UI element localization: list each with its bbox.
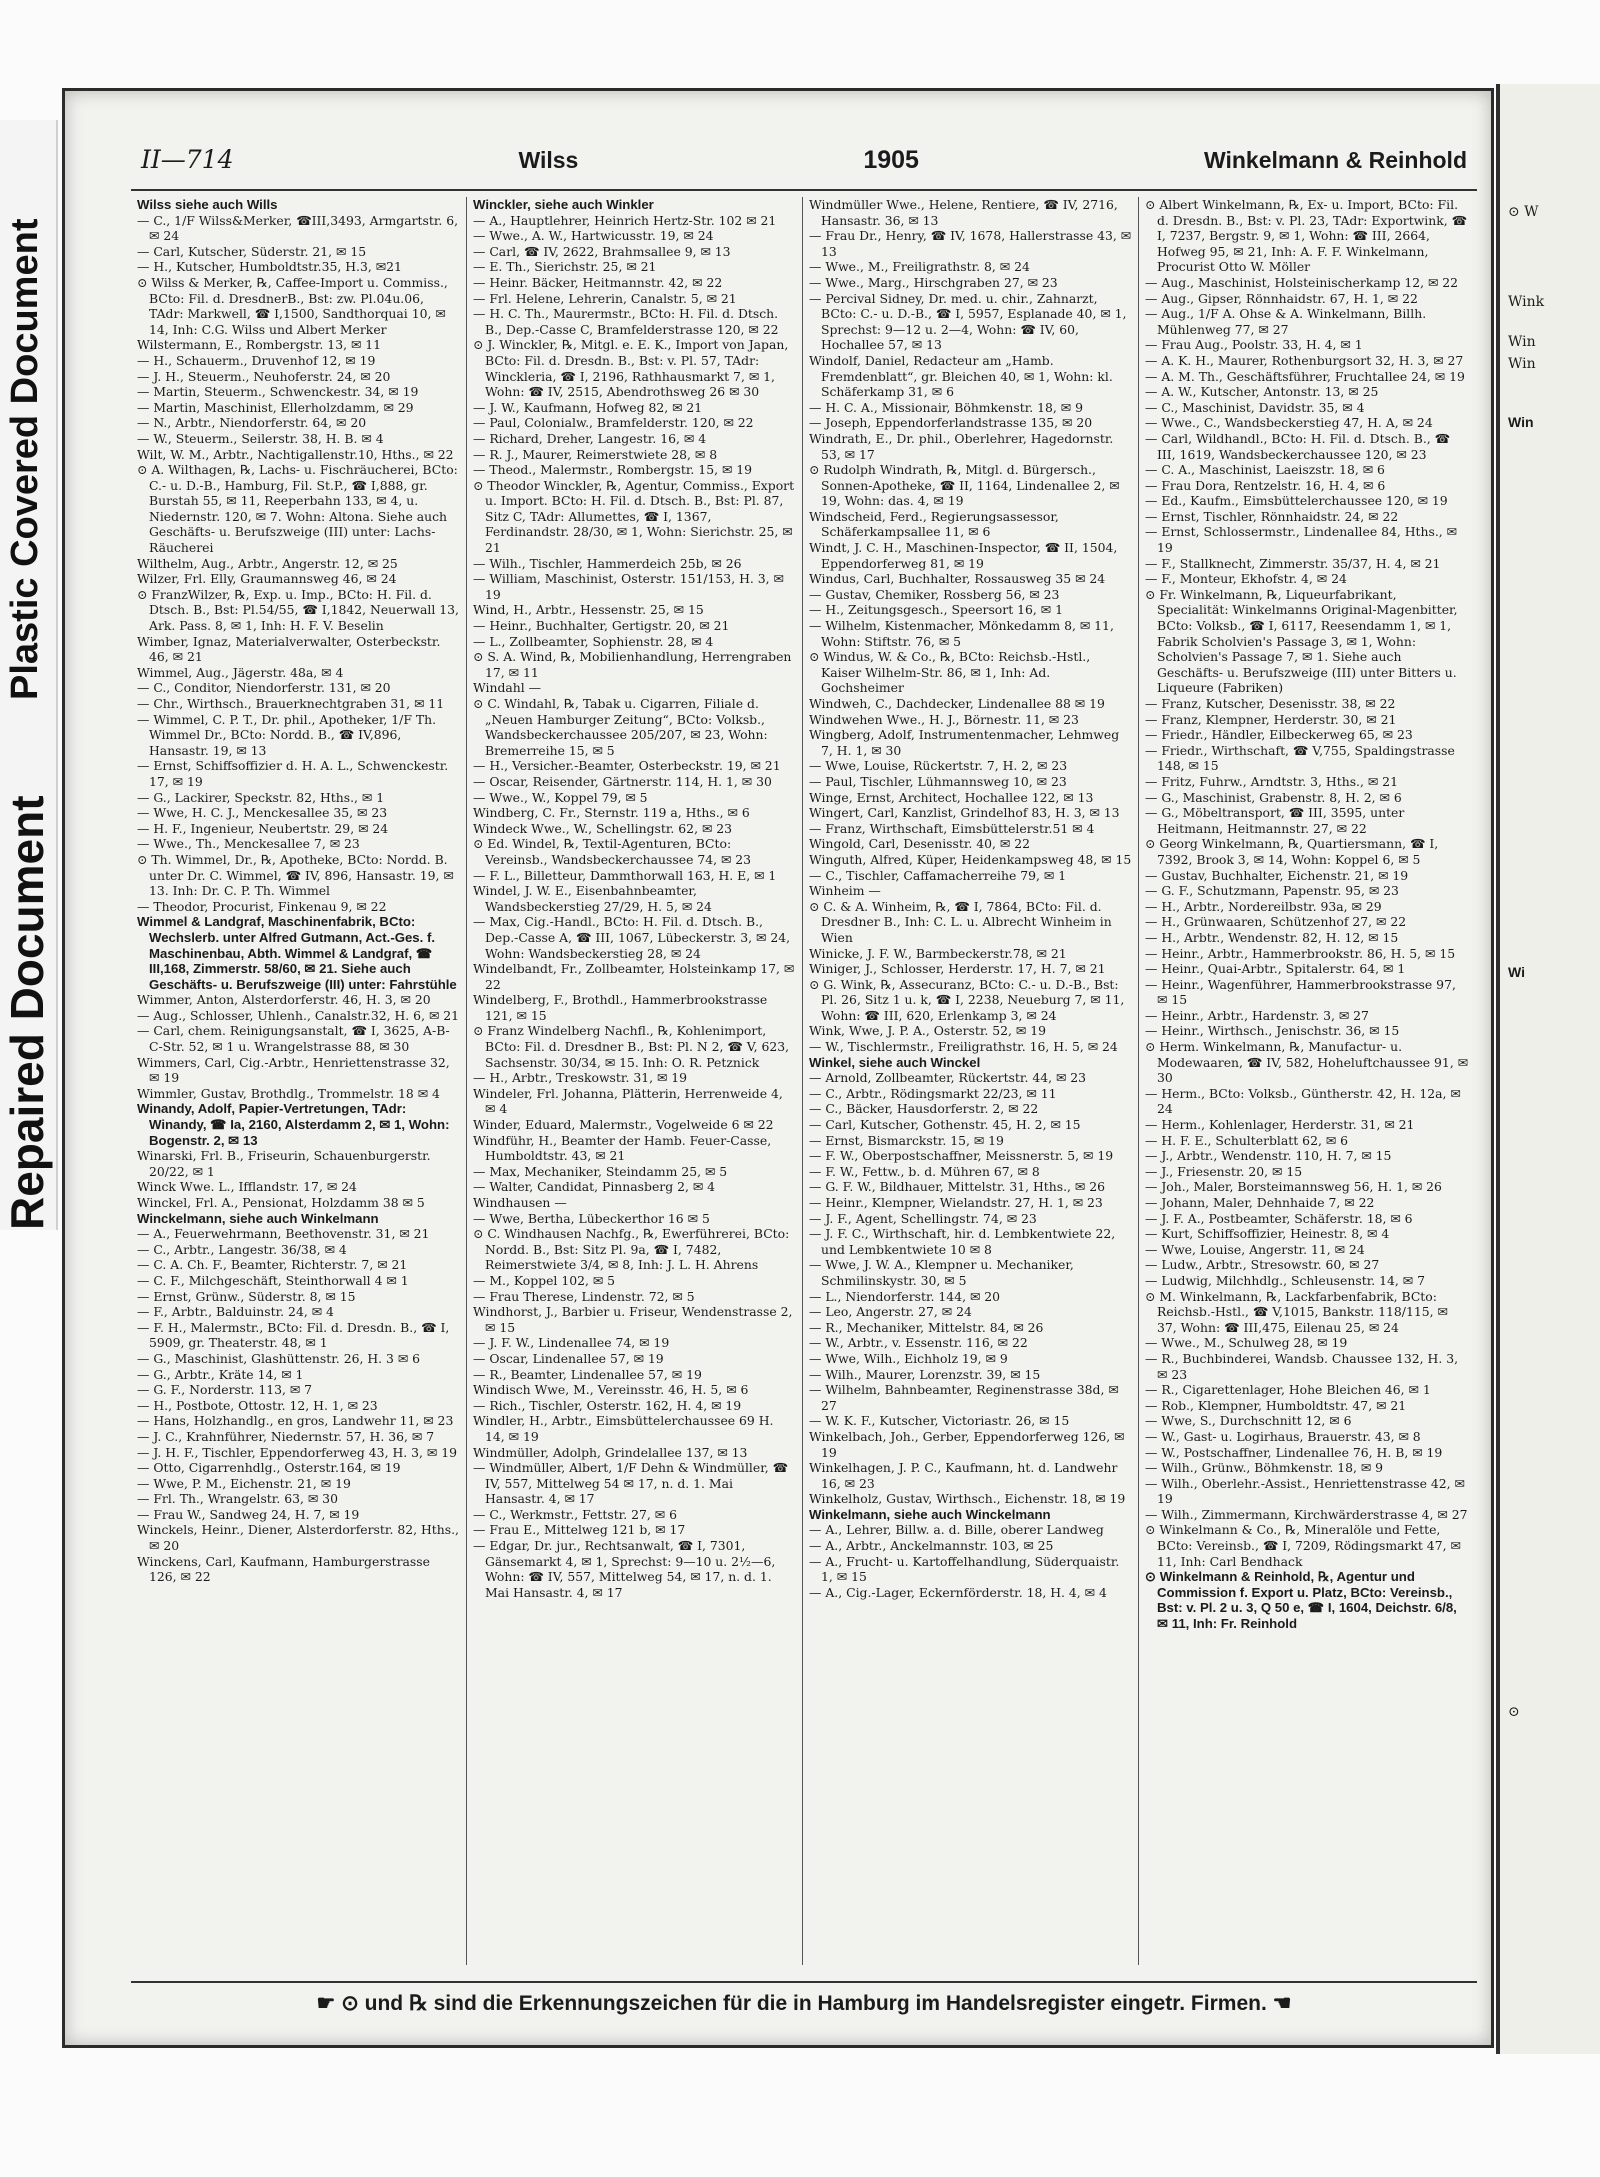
page-content: [131, 145, 1477, 2040]
directory-entry: Winckels, Heinr., Diener, Alsterdorferstr. 82, Hths., ✉ 20: [137, 1522, 459, 1554]
directory-entry: — J. H., Steuerm., Neuhoferstr. 24, ✉ 20: [137, 368, 391, 384]
directory-entry: Winheim —: [809, 883, 881, 899]
directory-entry: — Walter, Candidat, Pinnasberg 2, ✉ 4: [473, 1179, 716, 1195]
directory-entry: Windeler, Frl. Johanna, Plätterin, Herrenweide 4, ✉ 4: [473, 1085, 783, 1117]
column-4: [1139, 197, 1475, 1965]
directory-entry: — F., Monteur, Ekhofstr. 4, ✉ 24: [1145, 571, 1347, 587]
directory-entry: — Johann, Maler, Dehnhaide 7, ✉ 22: [1145, 1195, 1375, 1210]
directory-entry: ⊙ M. Winkelmann, ℞, Lackfarbenfabrik, BCto: Reichsb.-Hstl., ☎ V,1015, Bankstr. 118/115, ✉ 37, Wohn: ☎ III,475, Eilenau 25, ✉ 24: [1145, 1288, 1448, 1335]
directory-entry: — Wwe., M., Freiligrathstr. 8, ✉ 24: [809, 259, 1030, 275]
directory-entry: — Martin, Steuerm., Schwenckestr. 34, ✉ 19: [137, 384, 419, 400]
directory-entry: Windwehen Wwe., H. J., Börnestr. 11, ✉ 23: [809, 711, 1079, 727]
directory-entry: — H. C. A., Missionair, Böhmkenstr. 18, ✉ 9: [809, 399, 1083, 415]
directory-entry: ⊙ Winkelmann & Reinhold, ℞, Agentur und Commission f. Export u. Platz, BCto: Vereinsb., Bst: v. Pl. 2 u. 3, Q 50 e, ☎ I, 1604, Deichstr. 6/8, ✉ 11, Inh: Fr. Reinhold: [1145, 1569, 1457, 1632]
directory-entry: — Frau W., Sandweg 24, H. 7, ✉ 19: [137, 1506, 360, 1522]
directory-entry: — R., Buchbinderei, Wandsb. Chaussee 132, H. 3, ✉ 23: [1145, 1350, 1459, 1382]
directory-entry: — Wwe., W., Koppel 79, ✉ 5: [473, 789, 648, 805]
adjacent-fragment: Wink: [1508, 294, 1545, 310]
directory-entry: ⊙ Fr. Winkelmann, ℞, Liqueurfabrikant, Specialität: Winkelmanns Original-Magenbitter, BCto: Volksb., ☎ I, 6117, Reesendamm 1, ✉ 1, Fabrik Scholvien's Passage 3, ✉ 1, Wohn: Scholvien's Passage 7, ✉ 1. Siehe auch Geschäfts- u. Berufszweige (III) unter Bitters u. Liqueure (Fabriken): [1145, 586, 1458, 696]
directory-entry: Wind, H., Arbtr., Hessenstr. 25, ✉ 15: [473, 602, 704, 618]
directory-entry: Windus, Carl, Buchhalter, Rossausweg 35 ✉ 24: [809, 571, 1106, 587]
directory-entry: ⊙ Ed. Windel, ℞, Textil-Agenturen, BCto: Vereinsb., Wandsbeckerchaussee 74, ✉ 23: [473, 836, 752, 867]
directory-entry: Winandy, Adolf, Papier-Vertretungen, TAdr: Winandy, ☎ Ia, 2160, Alsterdamm 2, ✉ 1, Wohn: Bogenstr. 2, ✉ 13: [137, 1101, 450, 1148]
directory-entry: ⊙ Th. Wimmel, Dr., ℞, Apotheke, BCto: Nordd. B. unter Dr. C. Wimmel, ☎ IV, 896, Hansastr. 19, ✉ 13. Inh: Dr. C. P. Th. Wimmel: [137, 851, 454, 899]
directory-entry: — A., Lehrer, Billw. a. d. Bille, oberer Landweg: [809, 1522, 1104, 1538]
directory-entry: — R., Cigarettenlager, Hohe Bleichen 46, ✉ 1: [1145, 1382, 1431, 1398]
directory-entry: Windelberg, F., Brothdl., Hammerbrookstrasse 121, ✉ 15: [473, 992, 768, 1023]
directory-entry: — R. J., Maurer, Reimerstwiete 28, ✉ 8: [473, 446, 718, 462]
directory-entry: — C., Arbtr., Langestr. 36/38, ✉ 4: [137, 1241, 347, 1257]
directory-entry: — R., Mechaniker, Mittelstr. 84, ✉ 26: [809, 1319, 1044, 1335]
directory-entry: — Heinr., Arbtr., Hardenstr. 3, ✉ 27: [1145, 1007, 1369, 1023]
directory-entry: Windeck Wwe., W., Schellingstr. 62, ✉ 23: [473, 820, 733, 836]
directory-entry: — W., Gast- u. Logirhaus, Brauerstr. 43, ✉ 8: [1145, 1428, 1421, 1444]
directory-entry: — Wwe, S., Durchschnitt 12, ✉ 6: [1145, 1413, 1352, 1429]
directory-entry: — W. K. F., Kutscher, Victoriastr. 26, ✉ 15: [809, 1413, 1070, 1429]
plastic-covered-label: Plastic Covered Document: [4, 218, 46, 700]
directory-entry: — F., Arbtr., Balduinstr. 24, ✉ 4: [137, 1304, 334, 1320]
directory-entry: — Wilhelm, Kistenmacher, Mönkedamm 8, ✉ 11, Wohn: Stiftstr. 76, ✉ 5: [809, 618, 1114, 649]
directory-entry: — E. Th., Sierichstr. 25, ✉ 21: [473, 259, 657, 275]
directory-entry: Winck Wwe. L., Ifflandstr. 17, ✉ 24: [137, 1179, 357, 1195]
directory-entry: — F. L., Billetteur, Dammthorwall 163, H. E, ✉ 1: [473, 867, 777, 883]
directory-entry: Wilt, W. M., Arbtr., Nachtigallenstr.10, Hths., ✉ 22: [137, 446, 454, 462]
directory-entry: — Rob., Klempner, Humboldtstr. 47, ✉ 21: [1145, 1397, 1407, 1413]
edition-year: 1905: [863, 146, 919, 174]
directory-entry: Wilthelm, Aug., Arbtr., Angerstr. 12, ✉ 25: [137, 555, 398, 571]
directory-entry: ⊙ Rudolph Windrath, ℞, Mitgl. d. Bürgersch., Sonnen-Apotheke, ☎ II, 1164, Lindenallee 2, ✉ 19, Wohn: das. 4, ✉ 19: [809, 462, 1120, 509]
directory-entry: — Ernst, Schlossermstr., Lindenallee 84, Hths., ✉ 19: [1145, 524, 1458, 556]
directory-entry: — Wilh., Tischler, Hammerdeich 25b, ✉ 26: [473, 555, 742, 571]
directory-entry: — Ed., Kaufm., Eimsbüttelerchaussee 120, ✉ 19: [1145, 493, 1448, 509]
directory-entry: — H., Postbote, Ottostr. 12, H. 1, ✉ 23: [137, 1397, 378, 1413]
adjacent-fragment: Win: [1508, 414, 1534, 430]
directory-entry: Wimmer, Anton, Alsterdorferstr. 46, H. 3, ✉ 20: [137, 992, 431, 1008]
directory-entry: — Heinr. Bäcker, Heitmannstr. 42, ✉ 22: [473, 274, 723, 290]
directory-entry: — Gustav, Chemiker, Rossberg 56, ✉ 23: [809, 586, 1060, 602]
directory-entry: — H., Kutscher, Humboldtstr.35, H.3, ✉21: [137, 259, 402, 275]
directory-entry: — Frl. Helene, Lehrerin, Canalstr. 5, ✉ 21: [473, 290, 737, 306]
directory-entry: — A., Feuerwehrmann, Beethovenstr. 31, ✉ 21: [137, 1226, 430, 1242]
directory-entry: — Wwe, H. C. J., Menckesallee 35, ✉ 23: [137, 805, 388, 821]
directory-entry: — Joh., Maler, Borsteimannsweg 56, H. 1, ✉ 26: [1145, 1179, 1442, 1195]
directory-entry: Wingberg, Adolf, Instrumentenmacher, Lehmweg 7, H. 1, ✉ 30: [809, 727, 1120, 758]
directory-entry: — Hans, Holzhandlg., en gros, Landwehr 11, ✉ 23: [137, 1413, 454, 1429]
directory-entry: — J. C., Krahnführer, Niedernstr. 57, H. 36, ✉ 7: [137, 1428, 435, 1444]
directory-entry: — H. F. E., Schulterblatt 62, ✉ 6: [1145, 1132, 1349, 1148]
directory-entry: Wink, Wwe, J. P. A., Osterstr. 52, ✉ 19: [809, 1023, 1047, 1039]
directory-entry: — Wwe, Bertha, Lübeckerthor 16 ✉ 5: [473, 1210, 710, 1226]
directory-entry: ⊙ G. Wink, ℞, Assecuranz, BCto: C.- u. D.-B., Bst: Pl. 26, Sitz 1 u. k, ☎ I, 2238, Neueburg 7, ✉ 11, Wohn: ☎ III, 620, Erlenkamp 3, ✉ 24: [809, 976, 1125, 1023]
directory-entry: — C., Arbtr., Rödingsmarkt 22/23, ✉ 11: [809, 1085, 1057, 1101]
directory-entry: — Paul, Tischler, Lühmannsweg 10, ✉ 23: [809, 773, 1067, 789]
directory-entry: — Ernst, Tischler, Rönnhaidstr. 24, ✉ 22: [1145, 508, 1399, 524]
directory-entry: — Wilh., Grünw., Böhmkenstr. 18, ✉ 9: [1145, 1460, 1384, 1476]
directory-entry: — A., Hauptlehrer, Heinrich Hertz-Str. 102 ✉ 21: [473, 212, 777, 228]
directory-entry: Windmüller Wwe., Helene, Rentiere, ☎ IV, 2716, Hansastr. 36, ✉ 13: [809, 197, 1118, 228]
directory-entry: — Rich., Tischler, Osterstr. 162, H. 4, ✉ 19: [473, 1397, 742, 1413]
directory-entry: — Oscar, Lindenallee 57, ✉ 19: [473, 1350, 664, 1366]
directory-entry: — J. F. A., Postbeamter, Schäferstr. 18, ✉ 6: [1145, 1210, 1413, 1226]
directory-entry: — Wwe, J. W. A., Klempner u. Mechaniker, Schmilinskystr. 30, ✉ 5: [809, 1257, 1074, 1288]
directory-entry: Winge, Ernst, Architect, Hochallee 122, ✉ 13: [809, 789, 1094, 805]
directory-entry: — Wwe., Marg., Hirschgraben 27, ✉ 23: [809, 274, 1058, 290]
directory-entry: — Frau Aug., Poolstr. 33, H. 4, ✉ 1: [1145, 337, 1363, 353]
directory-entry: — G., Maschinist, Grabenstr. 8, H. 2, ✉ 6: [1145, 789, 1402, 805]
directory-entry: Winguth, Alfred, Küper, Heidenkampsweg 48, ✉ 15: [809, 851, 1132, 867]
directory-entry: — H., Arbtr., Nordereilbstr. 93a, ✉ 29: [1145, 898, 1382, 914]
directory-entry: Windler, H., Arbtr., Eimsbüttelerchaussee 69 H. 14, ✉ 19: [473, 1413, 774, 1444]
directory-entry: Winckelmann, siehe auch Winkelmann: [137, 1210, 379, 1226]
directory-entry: — Ludw., Arbtr., Stresowstr. 60, ✉ 27: [1145, 1257, 1380, 1273]
directory-entry: — Wilh., Zimmermann, Kirchwärderstrasse 4, ✉ 27: [1145, 1506, 1468, 1522]
directory-entry: Windrath, E., Dr. phil., Oberlehrer, Hagedornstr. 53, ✉ 17: [809, 430, 1114, 462]
directory-entry: ⊙ Georg Winkelmann, ℞, Quartiersmann, ☎ I, 7392, Brook 3, ✉ 14, Wohn: Koppel 6, ✉ 5: [1145, 836, 1439, 867]
page-number: II—714: [141, 145, 234, 174]
directory-entry: Wimmers, Carl, Cig.-Arbtr., Henriettenstrasse 32, ✉ 19: [137, 1054, 450, 1086]
directory-entry: — Aug., 1/F A. Ohse & A. Winkelmann, Billh. Mühlenweg 77, ✉ 27: [1145, 306, 1427, 337]
directory-entry: — Franz, Wirthschaft, Eimsbüttelerstr.51 ✉ 4: [809, 820, 1095, 836]
column-1: [131, 197, 467, 1965]
directory-entry: — Ludwig, Milchhdlg., Schleusenstr. 14, ✉ 7: [1145, 1272, 1425, 1288]
directory-entry: ⊙ Wilss & Merker, ℞, Caffee-Import u. Commiss., BCto: Fil. d. DresdnerB., Bst: zw. Pl.04u.06, TAdr: Markwell, ☎ I,1500, Sandthorquai 10, ✉ 14, Inh: C.G. Wilss und Albert Merker: [137, 274, 448, 337]
directory-entry: — Chr., Wirthsch., Brauerknechtgraben 31, ✉ 11: [137, 696, 445, 711]
directory-entry: — Max, Mechaniker, Steindamm 25, ✉ 5: [473, 1163, 728, 1179]
directory-entry: — Heinr., Quai-Arbtr., Spitalerstr. 64, ✉ 1: [1145, 961, 1406, 977]
directory-entry: — Franz, Klempner, Herderstr. 30, ✉ 21: [1145, 711, 1397, 727]
directory-entry: — J. F. W., Lindenallee 74, ✉ 19: [473, 1335, 670, 1351]
directory-entry: — Martin, Maschinist, Ellerholzdamm, ✉ 29: [137, 399, 414, 415]
directory-entry: Wimmel & Landgraf, Maschinenfabrik, BCto: Wechslerb. unter Alfred Gutmann, Act.-Ges. f. Maschinenbau, Abth. Wimmel & Landgraf, ☎ III,168, Zimmerstr. 58/60, ✉ 21. Siehe auch Geschäfts- u. Berufszweige (III) unter: Fahrstühle: [137, 914, 457, 992]
directory-entry: — Aug., Maschinist, Holsteinischerkamp 12, ✉ 22: [1145, 274, 1459, 290]
directory-entry: — Fritz, Fuhrw., Arndtstr. 3, Hths., ✉ 21: [1145, 773, 1398, 789]
adjacent-fragment: Wi: [1508, 964, 1525, 980]
directory-entry: — Wilh., Oberlehr.-Assist., Henriettenstrasse 42, ✉ 19: [1145, 1475, 1465, 1507]
directory-entry: — Wwe, Louise, Angerstr. 11, ✉ 24: [1145, 1241, 1365, 1257]
directory-entry: — Paul, Colonialw., Bramfelderstr. 120, ✉ 22: [473, 415, 754, 431]
directory-entry: Winder, Eduard, Malermstr., Vogelweide 6 ✉ 22: [473, 1117, 774, 1133]
directory-entry: — Edgar, Dr. jur., Rechtsanwalt, ☎ I, 7301, Gänsemarkt 4, ✉ 1, Sprechst: 9—10 u. 2½—6, Wohn: ☎ IV, 557, Mittelweg 54, ✉ 17, n. d. 1. Mai Hansastr. 4, ✉ 17: [473, 1538, 776, 1600]
directory-entry: — Otto, Cigarrenhdlg., Osterstr.164, ✉ 19: [137, 1460, 401, 1476]
directory-entry: — H., Grünwaaren, Schützenhof 27, ✉ 22: [1145, 914, 1407, 930]
directory-entry: — Ernst, Schiffsoffizier d. H. A. L., Schwenckestr. 17, ✉ 19: [137, 758, 449, 789]
directory-entry: ⊙ C. Windhausen Nachfg., ℞, Ewerführerei, BCto: Nordd. B., Bst: Sitz Pl. 9a, ☎ I, 7482, Reimerstwiete 3/4, ✉ 8, Inh: J. L. H. Ahrens: [473, 1226, 790, 1273]
directory-entry: ⊙ A. Wilthagen, ℞, Lachs- u. Fischräucherei, BCto: C.- u. D.-B., Hamburg, Fil. St.P., ☎ I,888, gr. Burstah 55, ✉ 11, Reeperbahn 133, ✉ 4, u. Niedernstr. 120, ✉ 7. Wohn: Altona. Siehe auch Geschäfts- u. Berufszweige (III) unter: Lachs-Räucherei: [137, 462, 458, 556]
directory-entry: Winkelmann, siehe auch Winckelmann: [809, 1506, 1051, 1522]
directory-entry: — William, Maschinist, Osterstr. 151/153, H. 3, ✉ 19: [473, 571, 784, 602]
directory-entry: — C., Maschinist, Davidstr. 35, ✉ 4: [1145, 399, 1365, 415]
directory-entry: — Richard, Dreher, Langestr. 16, ✉ 4: [473, 430, 707, 446]
directory-entry: — Frau Dora, Rentzelstr. 16, H. 4, ✉ 6: [1145, 477, 1386, 493]
directory-entry: — Max, Cig.-Handl., BCto: H. Fil. d. Dtsch. B., Dep.-Casse A, ☎ III, 1067, Lübeckerstr. 3, ✉ 24, Wohn: Wandsbeckerstieg 28, ✉ 24: [473, 914, 791, 961]
directory-entry: — H. F., Ingenieur, Neubertstr. 29, ✉ 24: [137, 820, 389, 836]
directory-entry: — Heinr., Arbtr., Hammerbrookstr. 86, H. 5, ✉ 15: [1145, 945, 1456, 961]
directory-entry: Winkelholz, Gustav, Wirthsch., Eichenstr. 18, ✉ 19: [809, 1491, 1126, 1507]
directory-entry: — Wilh., Maurer, Lorenzstr. 39, ✉ 15: [809, 1366, 1041, 1382]
directory-entry: — C., 1/F Wilss&Merker, ☎III,3493, Armgartstr. 6, ✉ 24: [137, 212, 459, 244]
directory-entry: — F. W., Fettw., b. d. Mühren 67, ✉ 8: [809, 1163, 1040, 1179]
directory-entry: — Wimmel, C. P. T., Dr. phil., Apotheker, 1/F Th. Wimmel Dr., BCto: Nordd. B., ☎ IV,896, Hansastr. 19, ✉ 13: [137, 711, 437, 758]
adjacent-fragment: Win: [1508, 334, 1536, 350]
directory-entry: Wingold, Carl, Desenisstr. 40, ✉ 22: [809, 836, 1031, 852]
directory-entry: — Friedr., Händler, Eilbeckerweg 65, ✉ 23: [1145, 727, 1413, 743]
directory-entry: Wilzer, Frl. Elly, Graumannsweg 46, ✉ 24: [137, 571, 397, 587]
directory-entry: — W., Arbtr., v. Essenstr. 116, ✉ 22: [809, 1335, 1028, 1351]
directory-entry: — Theod., Malermstr., Rombergstr. 15, ✉ 19: [473, 462, 753, 478]
directory-entry: — Carl, Kutscher, Süderstr. 21, ✉ 15: [137, 243, 367, 259]
directory-entry: — R., Beamter, Lindenallee 57, ✉ 19: [473, 1366, 702, 1382]
directory-entry: — Kurt, Schiffsoffizier, Heinestr. 8, ✉ 4: [1145, 1226, 1390, 1242]
directory-entry: ⊙ FranzWilzer, ℞, Exp. u. Imp., BCto: H. Fil. d. Dtsch. B., Bst: Pl.54/55, ☎ I,1842, Neuerwall 13, Ark. Pass. 8, ✉ 1, Inh: H. F. V. Beselin: [137, 586, 459, 634]
directory-entry: — G. F., Schutzmann, Papenstr. 95, ✉ 23: [1145, 883, 1399, 899]
directory-entry: — H., Arbtr., Wendenstr. 82, H. 12, ✉ 15: [1145, 929, 1399, 945]
directory-entry: ⊙ Windus, W. & Co., ℞, BCto: Reichsb.-Hstl., Kaiser Wilhelm-Str. 86, ✉ 1, Inh: Ad. Gochsheimer: [809, 649, 1091, 696]
directory-entry: — Wwe, Louise, Rückertstr. 7, H. 2, ✉ 23: [809, 758, 1068, 774]
directory-entry: — Frau E., Mittelweg 121 b, ✉ 17: [473, 1522, 686, 1538]
directory-entry: — Joseph, Eppendorferlandstrasse 135, ✉ 20: [809, 415, 1093, 431]
directory-entry: Windführ, H., Beamter der Hamb. Feuer-Casse, Humboldtstr. 43, ✉ 21: [473, 1132, 772, 1164]
directory-entry: — Heinr., Klempner, Wielandstr. 27, H. 1, ✉ 23: [809, 1195, 1103, 1210]
directory-entry: — Frl. Th., Wrangelstr. 63, ✉ 30: [137, 1491, 338, 1507]
directory-entry: Windhausen —: [473, 1195, 567, 1210]
directory-entry: — H., Schauerm., Druvenhof 12, ✉ 19: [137, 352, 376, 368]
directory-entry: — Wwe, Wilh., Eichholz 19, ✉ 9: [809, 1350, 1008, 1366]
directory-entry: — G., Lackirer, Speckstr. 82, Hths., ✉ 1: [137, 789, 385, 805]
directory-entry: — G. F. W., Bildhauer, Mittelstr. 31, Hths., ✉ 26: [809, 1179, 1106, 1195]
directory-entry: — M., Koppel 102, ✉ 5: [473, 1272, 616, 1288]
directory-entry: — G. F., Norderstr. 113, ✉ 7: [137, 1382, 313, 1398]
directory-entry: — F., Stallknecht, Zimmerstr. 35/37, H. 4, ✉ 21: [1145, 555, 1441, 571]
directory-entry: Windmüller, Adolph, Grindelallee 137, ✉ 13: [473, 1444, 748, 1460]
directory-entry: — J. F. C., Wirthschaft, hir. d. Lembkentwiete 22, und Lembkentwiete 10 ✉ 8: [809, 1226, 1116, 1257]
directory-entry: — C. F., Milchgeschäft, Steinthorwall 4 ✉ 1: [137, 1272, 409, 1288]
directory-entry: ⊙ C. & A. Winheim, ℞, ☎ I, 7864, BCto: Fil. d. Dresdner B., Inh: C. L. u. Albrecht Winheim in Wien: [809, 898, 1112, 945]
adjacent-fragment: Win: [1508, 356, 1536, 372]
directory-entry: Windisch Wwe, M., Vereinsstr. 46, H. 5, ✉ 6: [473, 1382, 749, 1398]
directory-entry: ⊙ Franz Windelberg Nachfl., ℞, Kohlenimport, BCto: Fil. d. Dresdner B., Bst: Pl. N 2, ☎ V, 623, Sachsenstr. 30/34, ✉ 15. Inh: O. R. Petznick: [473, 1023, 790, 1070]
adjacent-page-edge: [1496, 84, 1600, 2054]
directory-entry: — A., Cig.-Lager, Eckernförderstr. 18, H. 4, ✉ 4: [809, 1584, 1107, 1600]
directory-entry: ⊙ Albert Winkelmann, ℞, Ex- u. Import, BCto: Fil. d. Dresdn. B., Bst: v. Pl. 23, TAdr: Exportwink, ☎ I, 7237, Bergstr. 9, ✉ 1, Wohn: ☎ III, 2664, Hofweg 95, ✉ 21, Inh: A. F. F. Winkelmann, Procurist Otto W. Möller: [1145, 197, 1468, 275]
entry-columns: [131, 197, 1477, 1965]
directory-entry: Wimmel, Aug., Jägerstr. 48a, ✉ 4: [137, 664, 344, 680]
directory-entry: — Frau Therese, Lindenstr. 72, ✉ 5: [473, 1288, 695, 1304]
directory-entry: — J. W., Kaufmann, Hofweg 82, ✉ 21: [473, 399, 703, 415]
directory-entry: — W., Tischlermstr., Freiligrathstr. 16, H. 5, ✉ 24: [809, 1039, 1118, 1055]
directory-entry: — J. F., Agent, Schellingstr. 74, ✉ 23: [809, 1210, 1037, 1226]
directory-entry: Windahl —: [473, 680, 542, 696]
directory-entry: — F. H., Malermstr., BCto: Fil. d. Dresdn. B., ☎ I, 5909, gr. Theaterstr. 48, ✉ 1: [137, 1319, 450, 1351]
directory-entry: ⊙ Theodor Winckler, ℞, Agentur, Commiss., Export u. Import. BCto: H. Fil. d. Dtsch. B., Bst: Pl. 87, Sitz C, TAdr: Allumettes, ☎ I, 1367, Ferdinandstr. 28/30, ✉ 1, Wohn: Sierichstr. 25, ✉ 21: [473, 477, 795, 556]
directory-entry: — G., Arbtr., Kräte 14, ✉ 1: [137, 1366, 304, 1382]
directory-entry: ⊙ J. Winckler, ℞, Mitgl. e. E. K., Import von Japan, BCto: Fil. d. Dresdn. B., Bst: v. Pl. 57, TAdr: Winckleria, ☎ I, 2196, Rathhausmarkt 7, ✉ 1, Wohn: ☎ IV, 2515, Abendrothsweg 26 ✉ 30: [473, 337, 789, 400]
directory-entry: — H., Versicher.-Beamter, Osterbeckstr. 19, ✉ 21: [473, 758, 781, 774]
directory-entry: — Ernst, Bismarckstr. 15, ✉ 19: [809, 1132, 1004, 1148]
directory-entry: Winckens, Carl, Kaufmann, Hamburgerstrasse 126, ✉ 22: [137, 1553, 430, 1585]
directory-entry: — Wwe, P. M., Eichenstr. 21, ✉ 19: [137, 1475, 351, 1491]
directory-entry: — Ernst, Grünw., Süderstr. 8, ✉ 15: [137, 1288, 356, 1304]
directory-entry: Windhorst, J., Barbier u. Friseur, Wendenstrasse 2, ✉ 15: [473, 1304, 793, 1335]
directory-entry: Winckel, Frl. A., Pensionat, Holzdamm 38 ✉ 5: [137, 1195, 425, 1210]
directory-entry: ⊙ S. A. Wind, ℞, Mobilienhandlung, Herrengraben 17, ✉ 11: [473, 649, 792, 680]
column-3: [803, 197, 1139, 1965]
directory-entry: — Aug., Gipser, Rönnhaidstr. 67, H. 1, ✉ 22: [1145, 290, 1418, 306]
directory-entry: ⊙ Winkelmann & Co., ℞, Mineralöle und Fette, BCto: Vereinsb., ☎ I, 7209, Rödingsmarkt 47, ✉ 11, Inh: Carl Bendhack: [1145, 1522, 1461, 1569]
directory-entry: — Oscar, Reisender, Gärtnerstr. 114, H. 1, ✉ 30: [473, 773, 772, 789]
directory-entry: — J., Arbtr., Wendenstr. 110, H. 7, ✉ 15: [1145, 1148, 1392, 1164]
directory-entry: — Frau Dr., Henry, ☎ IV, 1678, Hallerstrasse 43, ✉ 13: [809, 228, 1132, 259]
page-header: [131, 145, 1477, 191]
directory-entry: — Wwe., C., Wandsbeckerstieg 47, H. A, ✉ 24: [1145, 415, 1433, 431]
directory-entry: — Herm., Kohlenlager, Herderstr. 31, ✉ 21: [1145, 1117, 1415, 1133]
directory-entry: — A. K. H., Maurer, Rothenburgsort 32, H. 3, ✉ 27: [1145, 352, 1464, 368]
directory-entry: Windweh, C., Dachdecker, Lindenallee 88 ✉ 19: [809, 696, 1105, 711]
directory-entry: — Carl, Kutscher, Gothenstr. 45, H. 2, ✉ 15: [809, 1117, 1081, 1133]
directory-entry: — Aug., Schlosser, Uhlenh., Canalstr.32, H. 6, ✉ 21: [137, 1007, 460, 1023]
directory-entry: — A. M. Th., Geschäftsführer, Fruchtallee 24, ✉ 19: [1145, 368, 1465, 384]
directory-entry: — C., Bäcker, Hausdorferstr. 2, ✉ 22: [809, 1101, 1039, 1117]
directory-entry: — Carl, Wildhandl., BCto: H. Fil. d. Dtsch. B., ☎ III, 1619, Wandsbeckerchaussee 120, ✉ 23: [1145, 430, 1451, 462]
directory-entry: — L., Niendorferstr. 144, ✉ 20: [809, 1288, 1001, 1304]
directory-entry: — G., Möbeltransport, ☎ III, 3595, unter Heitmann, Heitmannstr. 27, ✉ 22: [1145, 805, 1405, 836]
directory-entry: — N., Arbtr., Niendorferstr. 64, ✉ 20: [137, 415, 367, 431]
directory-entry: — Carl, ☎ IV, 2622, Brahmsallee 9, ✉ 13: [473, 243, 731, 259]
directory-entry: — C., Werkmstr., Fettstr. 27, ✉ 6: [473, 1506, 677, 1522]
directory-entry: — Carl, chem. Reinigungsanstalt, ☎ I, 3625, A-B-C-Str. 52, ✉ 1 u. Wrangelstrasse 88, ✉ 30: [137, 1023, 450, 1055]
directory-entry: — C., Conditor, Niendorferstr. 131, ✉ 20: [137, 680, 391, 696]
directory-entry: — A., Arbtr., Anckelmannstr. 103, ✉ 25: [809, 1538, 1054, 1554]
directory-entry: — H., Zeitungsgesch., Speersort 16, ✉ 1: [809, 602, 1063, 618]
directory-entry: Windt, J. C. H., Maschinen-Inspector, ☎ II, 1504, Eppendorferweg 81, ✉ 19: [809, 540, 1118, 571]
directory-entry: Wilstermann, E., Rombergstr. 13, ✉ 11: [137, 337, 382, 353]
directory-entry: — J. H. F., Tischler, Eppendorferweg 43, H. 3, ✉ 19: [137, 1444, 457, 1460]
directory-entry: — Heinr., Buchhalter, Gertigstr. 20, ✉ 21: [473, 618, 730, 634]
directory-entry: — Arnold, Zollbeamter, Rückertstr. 44, ✉ 23: [809, 1070, 1087, 1086]
directory-entry: Winkel, siehe auch Winckel: [809, 1054, 981, 1070]
directory-entry: — L., Zollbeamter, Sophienstr. 28, ✉ 4: [473, 633, 714, 649]
directory-entry: — W., Postschaffner, Lindenallee 76, H. B, ✉ 19: [1145, 1444, 1443, 1460]
directory-entry: — Leo, Angerstr. 27, ✉ 24: [809, 1304, 972, 1320]
directory-entry: — Wilhelm, Bahnbeamter, Reginenstrasse 38d, ✉ 27: [809, 1382, 1119, 1413]
directory-entry: — W., Steuerm., Seilerstr. 38, H. B. ✉ 4: [137, 430, 384, 446]
directory-entry: — Percival Sidney, Dr. med. u. chir., Zahnarzt, BCto: C.- u. D.-B., ☎ I, 5957, Esplanade 40, ✉ 1, Sprechst: 9—12 u. 2—4, Wohn: ☎ IV, 60, Hochallee 57, ✉ 13: [809, 290, 1127, 353]
directory-entry: — Heinr., Wagenführer, Hammerbrookstrasse 97, ✉ 15: [1145, 976, 1456, 1008]
directory-entry: Winiger, J., Schlosser, Herderstr. 17, H. 7, ✉ 21: [809, 961, 1106, 977]
directory-entry: Windel, J. W. E., Eisenbahnbeamter, Wandsbeckerstieg 27/29, H. 5, ✉ 24: [473, 883, 712, 914]
directory-entry: — Herm., BCto: Volksb., Güntherstr. 42, H. 12a, ✉ 24: [1145, 1085, 1461, 1117]
directory-entry: — G., Maschinist, Glashüttenstr. 26, H. 3 ✉ 6: [137, 1350, 421, 1366]
directory-entry: — Windmüller, Albert, 1/F Dehn & Windmüller, ☎ IV, 557, Mittelweg 54 ✉ 17, n. d. 1. Mai Hansastr. 4, ✉ 17: [473, 1460, 789, 1507]
page-footer: ☛ ⊙ und ℞ sind die Erkennungszeichen für die in Hamburg im Handelsregister eingetr. Firmen. ☚: [131, 1981, 1477, 2025]
adjacent-fragment: ⊙ W: [1508, 204, 1539, 220]
directory-entry: Winkelhagen, J. P. C., Kaufmann, ht. d. Landwehr 16, ✉ 23: [809, 1460, 1118, 1491]
directory-entry: — A. W., Kutscher, Antonstr. 13, ✉ 25: [1145, 384, 1379, 400]
directory-entry: — H. C. Th., Maurermstr., BCto: H. Fil. d. Dtsch. B., Dep.-Casse C, Bramfelderstrasse 120, ✉ 22: [473, 306, 779, 337]
directory-entry: — Heinr., Wirthsch., Jenischstr. 36, ✉ 15: [1145, 1023, 1400, 1039]
directory-entry: — Wwe., A. W., Hartwicusstr. 19, ✉ 24: [473, 228, 714, 244]
directory-entry: Winicke, J. F. W., Barmbeckerstr.78, ✉ 21: [809, 945, 1067, 961]
last-entry-range: Winkelmann & Reinhold: [1203, 147, 1467, 173]
directory-entry: — Gustav, Buchhalter, Eichenstr. 21, ✉ 19: [1145, 867, 1409, 883]
adjacent-fragment: ⊙: [1508, 1704, 1520, 1720]
directory-entry: Windolf, Daniel, Redacteur am „Hamb. Fremdenblatt“, gr. Bleichen 40, ✉ 1, Wohn: kl. Schäferkamp 31, ✉ 6: [809, 352, 1113, 400]
directory-entry: — C. A. Ch. F., Beamter, Richterstr. 7, ✉ 21: [137, 1257, 408, 1273]
directory-entry: — F. W., Oberpostschaffner, Meissnerstr. 5, ✉ 19: [809, 1148, 1114, 1164]
directory-entry: — A., Frucht- u. Kartoffelhandlung, Süderquaistr. 1, ✉ 15: [809, 1553, 1120, 1585]
directory-entry: Windelbandt, Fr., Zollbeamter, Holsteinkamp 17, ✉ 22: [473, 961, 795, 992]
repaired-document-label: Repaired Document: [1, 795, 53, 1230]
directory-entry: — J., Friesenstr. 20, ✉ 15: [1145, 1163, 1303, 1179]
directory-entry: — Wwe., M., Schulweg 28, ✉ 19: [1145, 1335, 1348, 1351]
column-2: [467, 197, 803, 1965]
directory-entry: Winkelbach, Joh., Gerber, Eppendorferweg 126, ✉ 19: [809, 1428, 1125, 1460]
directory-entry: — Friedr., Wirthschaft, ☎ V,755, Spaldingstrasse 148, ✉ 15: [1145, 742, 1455, 774]
directory-page: [62, 88, 1494, 2048]
directory-entry: — C. A., Maschinist, Laeiszstr. 18, ✉ 6: [1145, 462, 1385, 478]
directory-entry: Winckler, siehe auch Winkler: [473, 197, 654, 212]
directory-entry: — Theodor, Procurist, Finkenau 9, ✉ 22: [137, 898, 387, 914]
directory-entry: — Wwe., Th., Menckesallee 7, ✉ 23: [137, 836, 360, 852]
directory-entry: Wimmler, Gustav, Brothdlg., Trommelstr. 18 ✉ 4: [137, 1085, 440, 1101]
directory-entry: — Franz, Kutscher, Desenisstr. 38, ✉ 22: [1145, 696, 1396, 711]
directory-entry: Winarski, Frl. B., Friseurin, Schauenburgerstr. 20/22, ✉ 1: [137, 1148, 431, 1179]
directory-entry: — H., Arbtr., Treskowstr. 31, ✉ 19: [473, 1070, 688, 1086]
first-entry-word: Wilss: [518, 147, 579, 173]
directory-entry: ⊙ C. Windahl, ℞, Tabak u. Cigarren, Filiale d. „Neuen Hamburger Zeitung“, BCto: Volksb., Wandsbeckerchaussee 205/207, ✉ 23, Wohn: Bremerreihe 15, ✉ 5: [473, 696, 768, 758]
directory-entry: Wimber, Ignaz, Materialverwalter, Osterbeckstr. 46, ✉ 21: [137, 633, 441, 665]
directory-entry: Wingert, Carl, Kanzlist, Grindelhof 83, H. 3, ✉ 13: [809, 805, 1120, 821]
directory-entry: Wilss siehe auch Wills: [137, 197, 278, 212]
directory-entry: — C., Tischler, Caffamacherreihe 79, ✉ 1: [809, 867, 1067, 883]
directory-entry: Windberg, C. Fr., Sternstr. 119 a, Hths., ✉ 6: [473, 805, 750, 821]
directory-entry: ⊙ Herm. Winkelmann, ℞, Manufactur- u. Modewaaren, ☎ IV, 582, Hoheluftchaussee 91, ✉ 30: [1145, 1039, 1469, 1086]
directory-entry: Windscheid, Ferd., Regierungsassessor, Schäferkampsallee 11, ✉ 6: [809, 508, 1059, 540]
